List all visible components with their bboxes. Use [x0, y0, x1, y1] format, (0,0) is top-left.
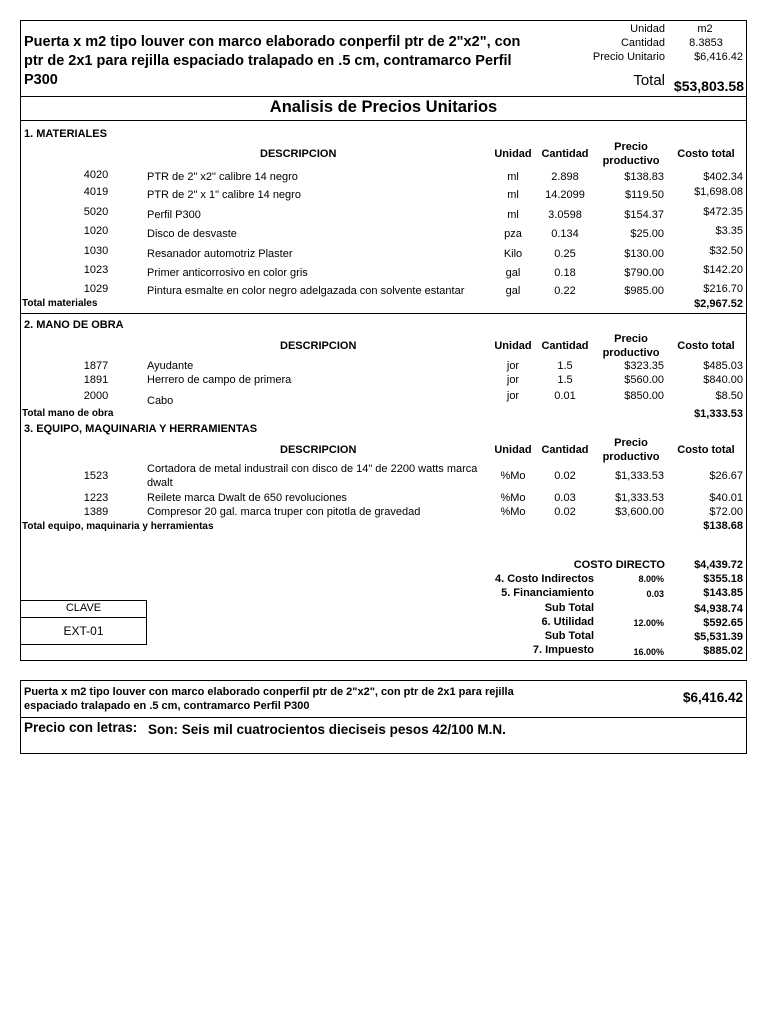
financiamiento-pct: 0.03 — [646, 589, 664, 599]
row-cost: $26.67 — [709, 470, 743, 482]
table-row — [20, 390, 746, 406]
row-qty: 0.25 — [554, 248, 576, 260]
row-qty: 2.898 — [551, 171, 579, 183]
table-row — [20, 245, 746, 261]
total-label: Total — [633, 72, 665, 89]
row-unit: gal — [505, 267, 521, 279]
row-cost: $142.20 — [703, 264, 743, 276]
row-cost: $3.35 — [715, 225, 743, 237]
row-code: 1030 — [83, 245, 109, 257]
total-mano-obra-value: $1,333.53 — [694, 408, 743, 420]
row-cost: $32.50 — [709, 245, 743, 257]
subtotal2-label: Sub Total — [544, 630, 594, 642]
row-desc-line1: Cortadora de metal industrail con disco de 14" de 2200 watts marca — [147, 463, 478, 475]
unidad-value: m2 — [697, 23, 713, 35]
row-price: $3,600.00 — [615, 506, 664, 518]
row-qty: 1.5 — [557, 360, 573, 372]
row-price: $25.00 — [630, 228, 664, 240]
col-descripcion: DESCRIPCION — [260, 148, 337, 160]
col-descripcion: DESCRIPCION — [280, 340, 357, 352]
row-qty: 0.02 — [554, 470, 576, 482]
impuesto-pct: 16.00% — [633, 647, 664, 657]
row-qty: 1.5 — [557, 374, 573, 386]
costo-directo-label: COSTO DIRECTO — [573, 559, 665, 571]
row-desc: PTR de 2" x 1" calibre 14 negro — [147, 189, 301, 201]
row-price: $1,333.53 — [615, 492, 664, 504]
row-cost: $216.70 — [703, 283, 743, 295]
table-row — [20, 169, 746, 185]
col-unidad: Unidad — [494, 444, 532, 456]
impuesto-value: $885.02 — [703, 645, 743, 657]
row-qty: 0.03 — [554, 492, 576, 504]
row-cost: $72.00 — [709, 506, 743, 518]
section-mano-obra-title: 2. MANO DE OBRA — [24, 319, 124, 331]
row-unit: %Mo — [500, 492, 526, 504]
subtotal1-label: Sub Total — [544, 602, 594, 614]
col-precio-1: Precio — [614, 437, 648, 449]
divider — [20, 617, 147, 618]
row-unit: ml — [507, 189, 519, 201]
divider — [20, 313, 747, 314]
col-costo-total: Costo total — [677, 340, 735, 352]
row-unit: ml — [507, 171, 519, 183]
financiamiento-value: $143.85 — [703, 587, 743, 599]
table-row — [20, 506, 746, 522]
total-mano-obra-label: Total mano de obra — [22, 408, 114, 419]
row-unit: pza — [504, 228, 522, 240]
col-precio-2: productivo — [602, 347, 660, 359]
row-cost: $402.34 — [703, 171, 743, 183]
footer-price: $6,416.42 — [682, 690, 743, 705]
row-price: $138.83 — [624, 171, 664, 183]
divider — [20, 717, 747, 718]
row-unit: %Mo — [500, 506, 526, 518]
row-code: 1223 — [83, 492, 109, 504]
row-desc: Primer anticorrosivo en color gris — [147, 267, 308, 279]
clave-label: CLAVE — [65, 602, 102, 614]
row-price: $130.00 — [624, 248, 664, 260]
row-desc: Reilete marca Dwalt de 650 revoluciones — [147, 492, 347, 504]
row-code: 1389 — [83, 506, 109, 518]
row-qty: 14.2099 — [545, 189, 585, 201]
materiales-column-header — [20, 141, 746, 171]
row-cost: $485.03 — [703, 360, 743, 372]
table-row — [20, 225, 746, 241]
row-qty: 0.22 — [554, 285, 576, 297]
row-price: $154.37 — [624, 209, 664, 221]
row-price: $119.50 — [625, 189, 664, 201]
total-materiales-value: $2,967.52 — [694, 298, 743, 310]
col-precio-2: productivo — [602, 451, 660, 463]
row-qty: 0.18 — [554, 267, 576, 279]
row-cost: $40.01 — [709, 492, 743, 504]
table-row — [20, 374, 746, 390]
total-value: $53,803.58 — [673, 78, 744, 94]
row-code: 5020 — [83, 206, 109, 218]
row-price: $790.00 — [624, 267, 664, 279]
row-code: 1523 — [83, 470, 109, 482]
divider — [20, 96, 747, 97]
section-materiales-title: 1. MATERIALES — [24, 128, 107, 140]
col-precio-2: productivo — [602, 155, 660, 167]
col-unidad: Unidad — [494, 340, 532, 352]
row-desc: Resanador automotriz Plaster — [147, 248, 293, 260]
mano-obra-column-header — [20, 333, 746, 363]
indirectos-label: 4. Costo Indirectos — [494, 573, 594, 585]
row-code: 1020 — [83, 225, 109, 237]
row-unit: Kilo — [503, 248, 523, 260]
subtotal1-value: $4,938.74 — [694, 603, 743, 615]
table-row — [20, 206, 746, 222]
row-desc: Disco de desvaste — [147, 228, 237, 240]
analysis-title: Analisis de Precios Unitarios — [269, 98, 498, 116]
row-unit: jor — [506, 374, 520, 386]
total-equipo-value: $138.68 — [703, 520, 743, 532]
row-qty: 0.02 — [554, 506, 576, 518]
footer-description: Puerta x m2 tipo louver con marco elaborado conperfil ptr de 2"x2", con ptr de 2x1 para rejilla espaciado tralapado en .5 cm, contramarco Perfil P300 — [24, 686, 514, 712]
row-cost: $1,698.08 — [694, 186, 743, 198]
table-row — [20, 186, 746, 202]
table-row — [20, 264, 746, 280]
row-desc: PTR de 2" x2" calibre 14 negro — [147, 171, 298, 183]
costo-directo-value: $4,439.72 — [694, 559, 743, 571]
col-costo-total: Costo total — [677, 148, 735, 160]
precio-letras-label: Precio con letras: — [24, 720, 138, 735]
col-precio-1: Precio — [614, 141, 648, 153]
row-price: $323.35 — [624, 360, 664, 372]
row-qty: 0.01 — [554, 390, 576, 402]
row-code: 2000 — [83, 390, 109, 402]
indirectos-pct: 8.00% — [638, 574, 664, 584]
cantidad-value: 8.3853 — [689, 37, 723, 49]
section-equipo-title: 3. EQUIPO, MAQUINARIA Y HERRAMIENTAS — [24, 423, 258, 435]
utilidad-pct: 12.00% — [633, 618, 664, 628]
row-code: 4019 — [83, 186, 109, 198]
concept-title: Puerta x m2 tipo louver con marco elaborado conperfil ptr de 2"x2", con ptr de 2x1 para rejilla espaciado tralapado en .5 cm, contramarco Perfil P300 — [24, 34, 521, 88]
utilidad-label: 6. Utilidad — [541, 616, 594, 628]
indirectos-value: $355.18 — [703, 573, 743, 585]
financiamiento-label: 5. Financiamiento — [501, 587, 594, 599]
row-unit: jor — [506, 360, 520, 372]
subtotal2-value: $5,531.39 — [694, 631, 743, 643]
table-row — [20, 463, 746, 491]
row-desc: Ayudante — [147, 360, 194, 372]
row-cost: $472.35 — [703, 206, 743, 218]
total-equipo-label: Total equipo, maquinaria y herramientas — [22, 521, 214, 532]
utilidad-value: $592.65 — [703, 617, 743, 629]
clave-value: EXT-01 — [63, 624, 104, 638]
col-cantidad: Cantidad — [541, 444, 589, 456]
total-materiales-label: Total materiales — [22, 298, 98, 309]
row-desc: Compresor 20 gal. marca truper con pitotla de gravedad — [147, 506, 421, 518]
table-row — [20, 283, 746, 299]
precio-letras-value: Son: Seis mil cuatrocientos dieciseis pesos 42/100 M.N. — [148, 722, 506, 737]
row-code: 1029 — [83, 283, 109, 295]
precio-unitario-label: Precio Unitario — [592, 51, 665, 63]
divider — [20, 120, 747, 121]
col-descripcion: DESCRIPCION — [280, 444, 357, 456]
row-desc: Cabo — [147, 395, 174, 407]
impuesto-label: 7. Impuesto — [532, 644, 594, 656]
unidad-label: Unidad — [630, 23, 665, 35]
row-code: 1877 — [83, 360, 109, 372]
row-cost: $840.00 — [703, 374, 743, 386]
row-cost: $8.50 — [715, 390, 743, 402]
col-cantidad: Cantidad — [541, 340, 589, 352]
row-unit: jor — [506, 390, 520, 402]
row-price: $1,333.53 — [615, 470, 664, 482]
row-qty: 0.134 — [551, 228, 579, 240]
row-desc: Pintura esmalte en color negro adelgazada con solvente estantar — [147, 285, 465, 297]
row-code: 1891 — [83, 374, 109, 386]
row-unit: %Mo — [500, 470, 526, 482]
col-precio-1: Precio — [614, 333, 648, 345]
row-desc: Perfil P300 — [147, 209, 201, 221]
row-code: 4020 — [83, 169, 109, 181]
row-price: $560.00 — [624, 374, 664, 386]
row-desc: Herrero de campo de primera — [147, 374, 292, 386]
row-code: 1023 — [83, 264, 109, 276]
col-unidad: Unidad — [494, 148, 532, 160]
row-unit: gal — [505, 285, 521, 297]
row-unit: ml — [507, 209, 519, 221]
row-qty: 3.0598 — [548, 209, 582, 221]
row-desc-line2: dwalt — [147, 477, 173, 489]
precio-unitario-value: $6,416.42 — [694, 51, 743, 63]
col-costo-total: Costo total — [677, 444, 735, 456]
col-cantidad: Cantidad — [541, 148, 589, 160]
cantidad-label: Cantidad — [620, 37, 665, 49]
row-price: $850.00 — [624, 390, 664, 402]
row-price: $985.00 — [624, 285, 664, 297]
